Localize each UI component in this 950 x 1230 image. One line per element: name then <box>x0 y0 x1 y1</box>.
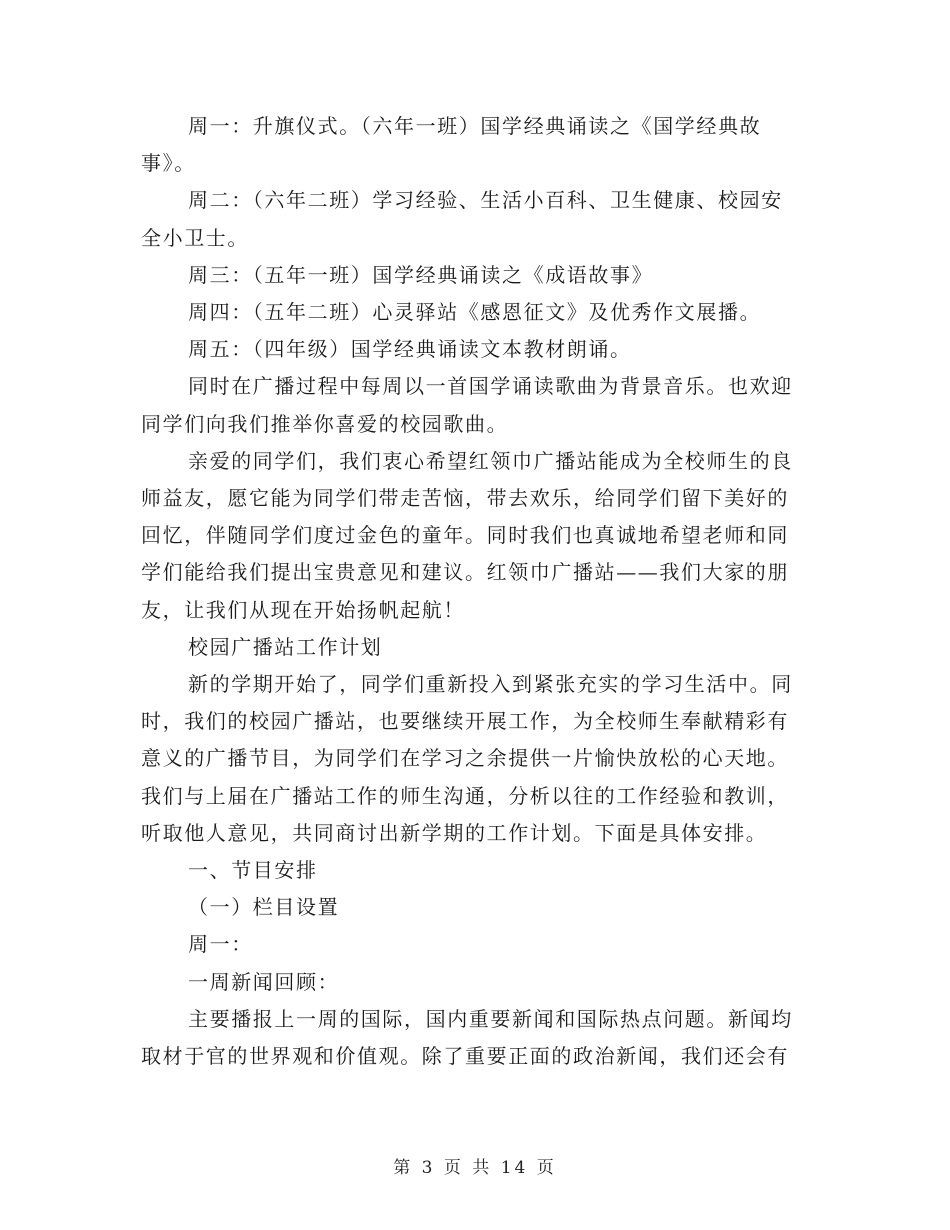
heading-column-setup: （一）栏目设置 <box>188 895 340 920</box>
paragraph-closing-wishes: 亲爱的同学们，我们衷心希望红领巾广播站能成为全校师生的良师益友，愿它能为同学们带走苦恼，带去欢乐，给同学们留下美好的回忆，伴随同学们度过金色的童年。同时我们也真诚地希望老师和同学们能给我们提出宝贵意见和建议。红领巾广播站——我们大家的朋友，让我们从现在开始扬帆起航！ <box>141 448 793 622</box>
paragraph-wednesday: 周三：（五年一班）国学经典诵读之《成语故事》 <box>188 262 654 287</box>
heading-monday: 周一： <box>188 932 253 957</box>
paragraph-friday: 周五：（四年级）国学经典诵读文本教材朗诵。 <box>188 337 632 362</box>
paragraph-new-semester: 新的学期开始了，同学们重新投入到紧张充实的学习生活中。同时，我们的校园广播站，也要继续开展工作，为全校师生奉献精彩有意义的广播节目，为同学们在学习之余提供一片愉快放松的心天地。我们与上届在广播站工作的师生沟通，分析以往的工作经验和教训，听取他人意见，共同商讨出新学期的工作计划。下面是具体安排。 <box>141 672 793 845</box>
paragraph-background-music: 同时在广播过程中每周以一首国学诵读歌曲为背景音乐。也欢迎同学们向我们推举你喜爱的校园歌曲。 <box>141 374 793 436</box>
section-title-work-plan: 校园广播站工作计划 <box>188 634 383 659</box>
heading-program-arrangement: 一、节目安排 <box>188 858 318 883</box>
paragraph-thursday: 周四：（五年二班）心灵驿站《感恩征文》及优秀作文展播。 <box>188 300 762 325</box>
paragraph-news-content: 主要播报上一周的国际，国内重要新闻和国际热点问题。新闻均取材于官的世界观和价值观。除了重要正面的政治新闻，我们还会有 <box>141 1006 793 1069</box>
paragraph-monday: 周一：升旗仪式。（六年一班）国学经典诵读之《国学经典故事》。 <box>141 114 762 176</box>
heading-weekly-news: 一周新闻回顾： <box>188 969 340 994</box>
document-body <box>141 108 803 1075</box>
page-number-footer: 第 3 页 共 14 页 <box>393 1158 557 1178</box>
paragraph-tuesday: 周二：（六年二班）学习经验、生活小百科、卫生健康、校园安全小卫士。 <box>141 188 783 250</box>
